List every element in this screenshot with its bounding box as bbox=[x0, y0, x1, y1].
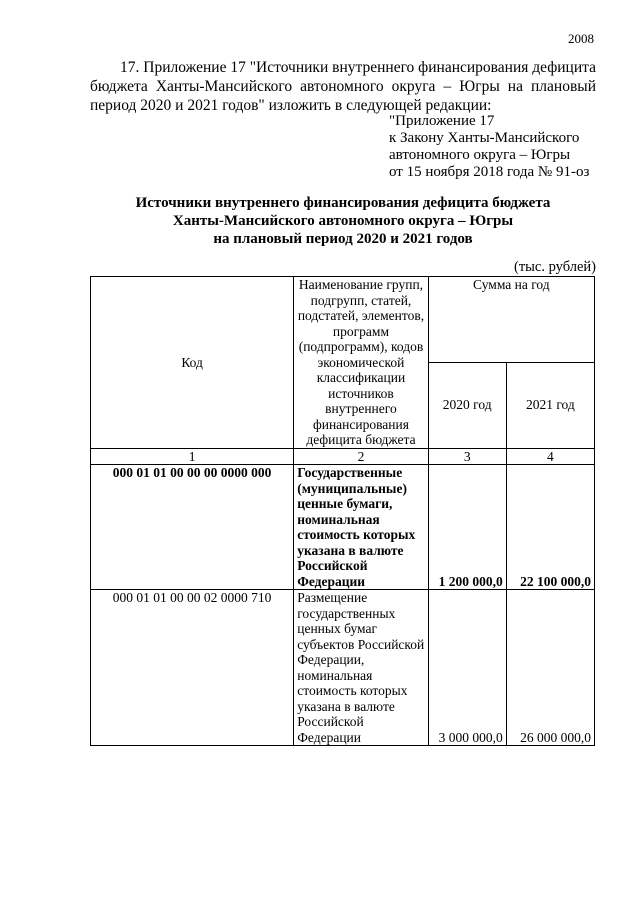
table-header-row bbox=[91, 277, 595, 363]
column-number: 3 bbox=[428, 448, 506, 465]
header-code: Код bbox=[91, 277, 294, 449]
annex-reference bbox=[389, 113, 599, 181]
column-number: 4 bbox=[506, 448, 594, 465]
header-year-2021: 2021 год bbox=[506, 362, 594, 448]
amendment-paragraph bbox=[90, 58, 596, 115]
row-name: Государственные (муниципальные) ценные бумаги, номинальная стоимость которых указана в валюте Российской Федерации bbox=[294, 465, 428, 590]
annex-ref-line-2: к Закону Ханты-Мансийского bbox=[389, 130, 580, 146]
annex-ref-line-4: от 15 ноября 2018 года № 91-оз bbox=[389, 164, 590, 180]
row-value-2020: 1 200 000,0 bbox=[428, 465, 506, 590]
table-row bbox=[91, 465, 595, 590]
amendment-text: 17. Приложение 17 "Источники внутреннего финансирования дефицита бюджета Ханты-Мансийского автономного округа – Югры на плановый период 2020 и 2021 годов" изложить в следующей редакции: bbox=[90, 59, 596, 114]
column-number: 1 bbox=[91, 448, 294, 465]
header-name: Наименование групп, подгрупп, статей, подстатей, элементов, программ (подпрограмм), кодов экономической классификации источников внутреннего финансирования дефицита бюджета bbox=[294, 277, 428, 449]
budget-table bbox=[90, 276, 595, 746]
annex-ref-line-3: автономного округа – Югры bbox=[389, 147, 571, 163]
row-value-2020: 3 000 000,0 bbox=[428, 590, 506, 746]
table-row bbox=[91, 590, 595, 746]
row-name: Размещение государственных ценных бумаг субъектов Российской Федерации, номинальная стоимость которых указана в валюте Российской Федерации bbox=[294, 590, 428, 746]
row-value-2021: 26 000 000,0 bbox=[506, 590, 594, 746]
title-line-1: Источники внутреннего финансирования дефицита бюджета bbox=[135, 195, 551, 211]
column-number: 2 bbox=[294, 448, 428, 465]
title-line-2: Ханты-Мансийского автономного округа – Югры bbox=[172, 213, 514, 229]
header-year-2020: 2020 год bbox=[428, 362, 506, 448]
column-numbers-row bbox=[91, 448, 595, 465]
row-code: 000 01 01 00 00 02 0000 710 bbox=[91, 590, 294, 746]
units-label: (тыс. рублей) bbox=[514, 259, 596, 275]
title-line-3: на плановый период 2020 и 2021 годов bbox=[213, 231, 473, 247]
annex-ref-line-1: "Приложение 17 bbox=[389, 113, 495, 129]
page-number: 2008 bbox=[568, 31, 594, 46]
row-value-2021: 22 100 000,0 bbox=[506, 465, 594, 590]
row-code: 000 01 01 00 00 00 0000 000 bbox=[91, 465, 294, 590]
document-title bbox=[90, 194, 596, 248]
header-sum: Сумма на год bbox=[428, 277, 594, 363]
